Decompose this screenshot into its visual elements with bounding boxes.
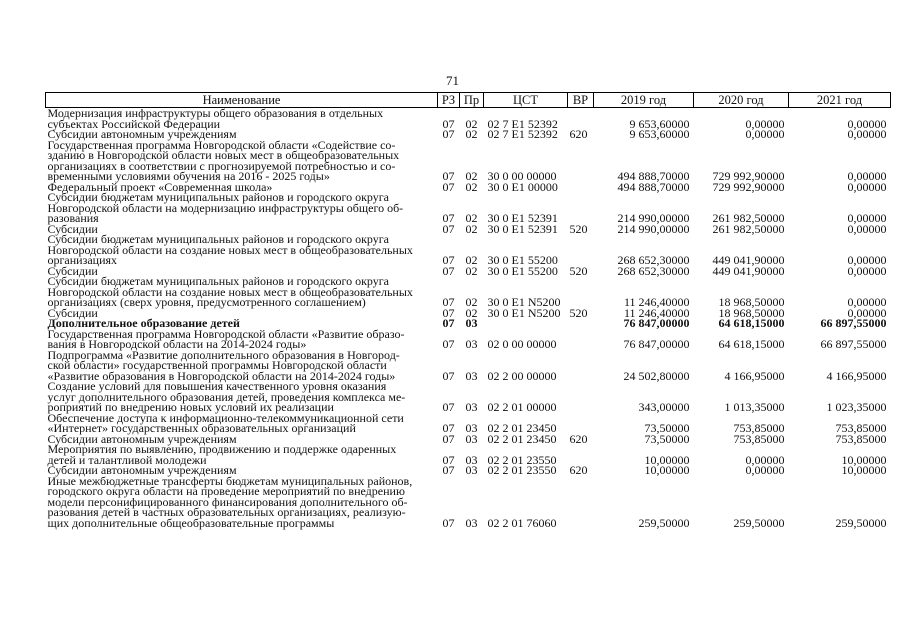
cell-cst: 30 0 00 00000 [487,169,557,183]
cell-pr: 03 [465,431,478,446]
cell-vr [568,329,594,350]
cell-2020: 0,00000 [745,452,785,467]
cell-2020: 1 013,35000 [724,400,785,414]
cell-2021: 0,00000 [847,263,887,278]
cell-vr [568,276,594,308]
cell-cst: 30 0 E1 N5200 [487,305,561,320]
cell-name: Иные межбюджетные трансферты бюджетам муниципальных районов, городского округа области на проведение мероприятий по внедрению модели персонифицированного финансирования дополнительного об- разования детей в частных образовательных организациях, реализую- щих дополнительные общеобразовательные программы [47,473,413,530]
cell-2020: 261 982,50000 [712,211,785,225]
cell-pr: 02 [465,253,478,267]
cell-vr [568,140,594,182]
cell-2021: 66 897,55000 [820,337,887,351]
cell-2020: 261 982,50000 [712,221,785,236]
cell-vr [568,192,594,224]
cell-2019: 494 888,70000 [617,169,690,183]
cell-name: Субсидии автономным учреждениям [47,431,237,446]
cell-vr: 520 [569,305,588,320]
cell-pr: 03 [465,337,478,351]
cell-vr [568,381,594,413]
cell-pr: 03 [465,463,478,477]
cell-2020: 18 968,50000 [718,305,785,320]
header-name: Наименование [46,93,438,108]
cell-rz: 07 [442,515,455,530]
cell-2019: 10,00000 [644,452,690,467]
cell-2019: 76 847,00000 [623,316,690,330]
cell-pr: 03 [465,452,478,467]
cell-name: Субсидии [47,263,98,278]
cell-rz: 07 [442,127,455,141]
cell-cst: 30 0 E1 55200 [487,263,558,278]
cell-2021: 0,00000 [847,221,887,236]
cell-rz: 07 [442,463,455,477]
cell-2021: 10,00000 [841,463,887,477]
cell-name: Дополнительное образование детей [47,316,240,330]
cell-2019: 11 246,40000 [623,305,690,320]
page-number: 71 [446,73,459,88]
cell-2021: 0,00000 [847,179,887,194]
cell-2021: 10,00000 [841,452,887,467]
cell-pr: 02 [465,305,478,320]
cell-cst: 30 0 E1 00000 [487,179,558,194]
cell-pr: 02 [465,169,478,183]
cell-2020: 0,00000 [745,463,785,477]
cell-2021: 0,00000 [847,253,887,267]
cell-2020: 64 618,15000 [718,337,785,351]
cell-pr: 02 [465,127,478,141]
table-row [46,192,891,224]
budget-table [45,92,891,528]
table-row [46,413,891,434]
cell-2019: 24 502,80000 [623,368,690,383]
cell-2019: 76 847,00000 [623,337,690,351]
cell-2019: 214 990,00000 [617,211,690,225]
cell-rz: 07 [442,400,455,414]
table-row [46,444,891,465]
cell-2019: 494 888,70000 [617,179,690,194]
cell-2019: 343,00000 [638,400,690,414]
cell-2021: 259,50000 [835,515,887,530]
cell-pr: 02 [465,116,478,131]
cell-vr: 620 [569,431,588,446]
cell-cst: 30 0 E1 55200 [487,253,558,267]
cell-2020: 0,00000 [745,116,785,131]
cell-2019: 259,50000 [638,515,690,530]
cell-rz: 07 [442,221,455,236]
cell-2020: 259,50000 [733,515,785,530]
cell-2021: 0,00000 [847,295,887,309]
cell-name: Субсидии [47,221,98,236]
cell-2021: 66 897,55000 [820,316,887,330]
cell-name: Государственная программа Новгородской области «Содействие со- зданию в Новгородской области новых мест в общеобразовательных организациях в соответствии с прогнозируемой потребностью и со- временными условиями обучения на 2016 - 2025 годы» [47,137,400,183]
cell-pr: 03 [465,421,478,435]
cell-rz: 07 [442,253,455,267]
cell-rz: 07 [442,337,455,351]
cell-vr [568,182,594,193]
cell-vr [568,413,594,434]
cell-pr: 03 [465,515,478,530]
cell-2020: 753,85000 [733,421,785,435]
table-row [46,108,891,130]
table-row [46,234,891,266]
cell-name: Субсидии автономным учреждениям [47,463,237,477]
cell-cst: 02 2 01 23550 [487,452,557,467]
header-vr: ВР [568,93,594,108]
cell-rz: 07 [442,421,455,435]
cell-2021: 0,00000 [847,211,887,225]
table-row [46,276,891,308]
cell-cst: 02 7 E1 52392 [487,116,558,131]
cell-name: Подпрограмма «Развитие дополнительного образования в Новгород- ской области» государственной программы Новгородской области «Развитие образования в Новгородской области на 2014-2024 годы» [47,347,400,383]
table-body [46,108,891,529]
cell-cst: 30 0 E1 52391 [487,221,558,236]
cell-2021: 0,00000 [847,305,887,320]
header-2019: 2019 год [594,93,694,108]
cell-2020: 64 618,15000 [718,316,785,330]
cell-rz: 07 [442,169,455,183]
cell-cst: 02 7 E1 52392 [487,127,558,141]
cell-2019: 214 990,00000 [617,221,690,236]
cell-2021: 753,85000 [835,421,887,435]
table-row [46,350,891,382]
cell-2020: 729 992,90000 [712,169,785,183]
cell-pr: 03 [465,368,478,383]
cell-2020: 449 041,90000 [712,253,785,267]
cell-rz: 07 [442,452,455,467]
cell-2020: 449 041,90000 [712,263,785,278]
cell-2020: 729 992,90000 [712,179,785,194]
cell-cst: 02 2 01 23550 [487,463,557,477]
cell-pr: 03 [465,400,478,414]
cell-pr: 02 [465,221,478,236]
cell-2021: 753,85000 [835,431,887,446]
cell-name: Субсидии бюджетам муниципальных районов и городского округа Новгородской области на модернизацию инфраструктуры общего об- разования [47,190,404,225]
cell-name: Субсидии бюджетам муниципальных районов и городского округа Новгородской области на создание новых мест в общеобразовательных организациях [47,232,413,267]
cell-cst: 02 2 00 00000 [487,368,557,383]
cell-pr: 02 [465,211,478,225]
cell-pr: 03 [465,316,478,330]
cell-cst: 02 2 01 23450 [487,421,557,435]
cell-name: Субсидии автономным учреждениям [47,127,237,141]
cell-name: Государственная программа Новгородской области «Развитие образо- вания в Новгородской области на 2014-2024 годы» [47,326,405,351]
cell-pr: 02 [465,295,478,309]
cell-vr: 520 [569,221,588,236]
cell-cst: 30 0 E1 N5200 [487,295,561,309]
cell-2021: 0,00000 [847,116,887,131]
header-2020: 2020 год [694,93,789,108]
cell-cst: 02 2 01 76060 [487,515,557,530]
cell-2021: 4 166,95000 [826,368,887,383]
cell-2019: 268 652,30000 [617,253,690,267]
header-cst: ЦСТ [484,93,568,108]
cell-2019: 11 246,40000 [623,295,690,309]
cell-rz: 07 [442,305,455,320]
cell-rz: 07 [442,431,455,446]
cell-pr: 02 [465,263,478,278]
cell-2020: 753,85000 [733,431,785,446]
cell-name: Модернизация инфраструктуры общего образования в отдельных субъектах Российской Федерации [47,106,384,131]
cell-rz: 07 [442,368,455,383]
cell-rz: 07 [442,263,455,278]
table-row [46,140,891,182]
cell-name: Обеспечение доступа к информационно-телекоммуникационной сети «Интернет» государственных образовательных организаций [47,410,404,435]
cell-name: Субсидии [47,305,98,320]
cell-rz: 07 [442,211,455,225]
cell-vr: 520 [569,263,588,278]
cell-2019: 10,00000 [644,463,690,477]
cell-2021: 0,00000 [847,169,887,183]
cell-vr [568,234,594,266]
cell-rz: 07 [442,316,455,330]
cell-vr [568,318,594,329]
cell-2020: 4 166,95000 [724,368,785,383]
cell-vr [568,476,594,529]
header-2021: 2021 год [789,93,891,108]
cell-rz: 07 [442,295,455,309]
cell-pr: 02 [465,179,478,194]
cell-2021: 1 023,35000 [826,400,887,414]
cell-2020: 18 968,50000 [718,295,785,309]
table-row [46,329,891,350]
cell-name: Создание условий для повышения качественного уровня оказания услуг дополнительного образования детей, проведения комплекса ме- роприятий по внедрению новых условий их реализации [47,379,406,414]
cell-2019: 73,50000 [644,421,690,435]
cell-cst: 02 0 00 00000 [487,337,557,351]
header-rz: РЗ [438,93,460,108]
cell-2019: 268 652,30000 [617,263,690,278]
header-pr: Пр [460,93,484,108]
cell-2019: 9 653,60000 [629,116,690,131]
cell-name: Субсидии бюджетам муниципальных районов и городского округа Новгородской области на создание новых мест в общеобразовательных организациях (сверх уровня, предусмотренного соглашением) [47,274,413,309]
table-row [46,476,891,529]
cell-vr: 620 [569,127,588,141]
cell-cst [484,318,568,329]
cell-rz: 07 [442,179,455,194]
cell-cst: 02 2 01 00000 [487,400,557,414]
cell-name: Мероприятия по выявлению, продвижению и поддержке одаренных детей и талантливой молодежи [47,442,397,467]
cell-2019: 73,50000 [644,431,690,446]
cell-2021: 0,00000 [847,127,887,141]
table-row [46,381,891,413]
cell-name: Федеральный проект «Современная школа» [47,179,273,194]
cell-vr [568,444,594,465]
cell-vr: 620 [569,463,588,477]
cell-cst: 30 0 E1 52391 [487,211,558,225]
cell-2020: 0,00000 [745,127,785,141]
cell-vr [568,108,594,130]
cell-2019: 9 653,60000 [629,127,690,141]
cell-vr [568,350,594,382]
cell-rz: 07 [442,116,455,131]
cell-cst: 02 2 01 23450 [487,431,557,446]
